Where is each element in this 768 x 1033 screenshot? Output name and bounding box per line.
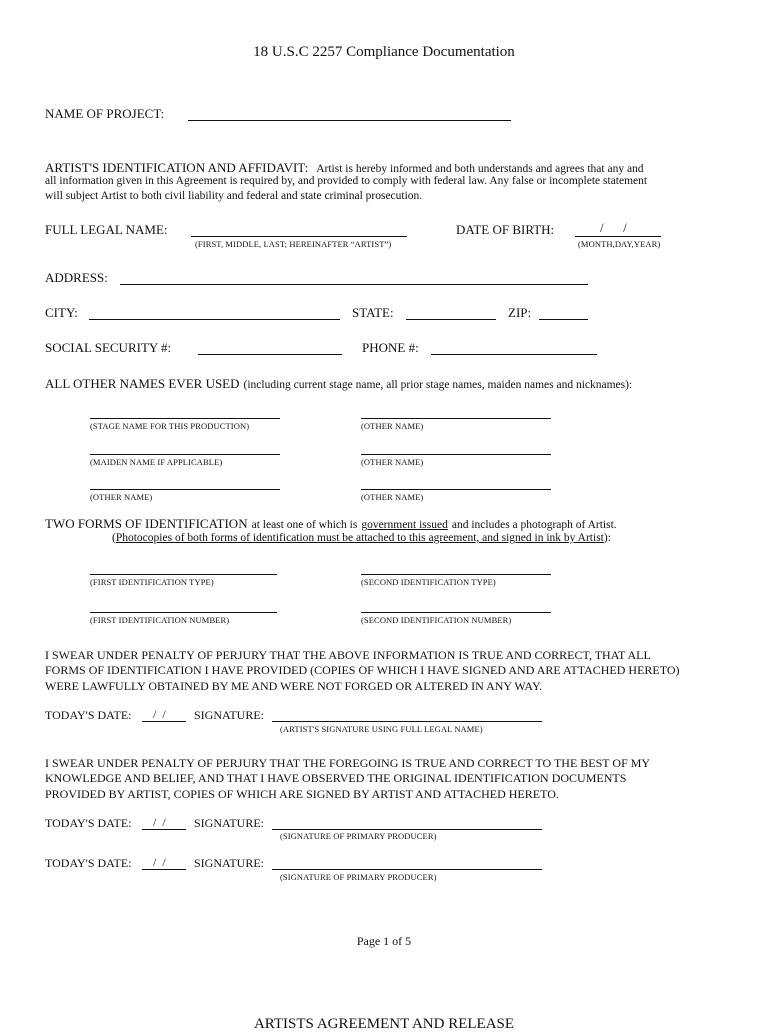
other-name-field-3[interactable] — [90, 489, 280, 490]
producer2-signature-label: SIGNATURE: — [194, 856, 265, 870]
identification-note2-open: ( — [112, 532, 116, 544]
second-id-number-field[interactable] — [361, 612, 551, 613]
producer1-signature-label: SIGNATURE: — [194, 816, 265, 830]
zip-field[interactable] — [539, 319, 588, 320]
other-name-caption-1: (OTHER NAME) — [361, 421, 424, 431]
state-field[interactable] — [406, 319, 496, 320]
first-id-type-caption: (FIRST IDENTIFICATION TYPE) — [90, 577, 214, 587]
artist-signature-field[interactable] — [272, 721, 542, 722]
stage-name-caption: (STAGE NAME FOR THIS PRODUCTION) — [90, 421, 250, 431]
identification-note2-text: Photocopies of both forms of identification must be attached to this agreement, and signed in ink by Artist — [115, 532, 604, 544]
first-id-number-caption: (FIRST IDENTIFICATION NUMBER) — [90, 615, 230, 625]
identification-note2-row — [112, 532, 611, 544]
city-field[interactable] — [89, 319, 340, 320]
other-name-field-1[interactable] — [361, 418, 551, 419]
oath1-line2: FORMS OF IDENTIFICATION I HAVE PROVIDED (COPIES OF WHICH I HAVE SIGNED AND ARE ATTACHED HERETO) — [45, 663, 680, 677]
full-legal-name-label: FULL LEGAL NAME: — [45, 222, 168, 237]
other-name-field-2[interactable] — [361, 454, 551, 455]
affidavit-heading: ARTIST'S IDENTIFICATION AND AFFIDAVIT: — [45, 160, 309, 175]
city-label: CITY: — [45, 305, 78, 320]
project-label: NAME OF PROJECT: — [45, 106, 165, 121]
ssn-label: SOCIAL SECURITY #: — [45, 340, 172, 355]
other-names-heading: ALL OTHER NAMES EVER USED — [45, 376, 240, 391]
producer1-date-label: TODAY'S DATE: — [45, 816, 132, 830]
second-id-number-caption: (SECOND IDENTIFICATION NUMBER) — [361, 615, 512, 625]
identification-note-c: and includes a photograph of Artist. — [451, 519, 617, 531]
first-id-number-field[interactable] — [90, 612, 277, 613]
artist-date-slashes: / / — [153, 707, 166, 721]
address-field[interactable] — [120, 284, 588, 285]
maiden-name-caption: (MAIDEN NAME IF APPLICABLE) — [90, 457, 223, 467]
second-id-type-caption: (SECOND IDENTIFICATION TYPE) — [361, 577, 496, 587]
zip-label: ZIP: — [508, 305, 532, 320]
oath1-line3: WERE LAWFULLY OBTAINED BY ME AND WERE NOT FORGED OR ALTERED IN ANY WAY. — [45, 679, 543, 693]
address-label: ADDRESS: — [45, 270, 108, 285]
next-page-title: ARTISTS AGREEMENT AND RELEASE — [253, 1016, 515, 1032]
affidavit-text-3: will subject Artist to both civil liability and federal and state criminal prosecution. — [45, 190, 423, 202]
other-name-caption-3: (OTHER NAME) — [90, 492, 153, 502]
oath1-line1: I SWEAR UNDER PENALTY OF PERJURY THAT THE ABOVE INFORMATION IS TRUE AND CORRECT, THAT ALL — [45, 648, 651, 662]
other-name-caption-4: (OTHER NAME) — [361, 492, 424, 502]
artist-date-label: TODAY'S DATE: — [45, 708, 132, 722]
other-name-caption-2: (OTHER NAME) — [361, 457, 424, 467]
oath2-line1: I SWEAR UNDER PENALTY OF PERJURY THAT THE FOREGOING IS TRUE AND CORRECT TO THE BEST OF MY — [45, 756, 651, 770]
other-names-heading-row — [45, 375, 632, 393]
other-names-note: (including current stage name, all prior stage names, maiden names and nicknames): — [243, 379, 633, 391]
producer2-signature-field[interactable] — [272, 869, 542, 870]
ssn-field[interactable] — [198, 354, 342, 355]
dob-slashes: / / — [600, 220, 627, 235]
identification-note-a: at least one of which is — [251, 519, 358, 531]
first-id-type-field[interactable] — [90, 574, 277, 575]
identification-heading: TWO FORMS OF IDENTIFICATION — [45, 516, 248, 531]
affidavit-text-1: Artist is hereby informed and both understands and agrees that any and — [316, 163, 644, 175]
dob-field[interactable] — [575, 236, 661, 237]
project-field[interactable] — [188, 120, 511, 121]
artist-signature-caption: (ARTIST'S SIGNATURE USING FULL LEGAL NAME) — [280, 724, 483, 734]
phone-field[interactable] — [431, 354, 597, 355]
producer1-signature-caption: (SIGNATURE OF PRIMARY PRODUCER) — [280, 831, 437, 841]
identification-note2-close: ): — [603, 532, 611, 544]
dob-label: DATE OF BIRTH: — [456, 222, 555, 237]
dob-caption: (MONTH,DAY,YEAR) — [578, 239, 661, 249]
producer1-date-slashes: / / — [153, 815, 166, 829]
second-id-type-field[interactable] — [361, 574, 551, 575]
document-title: 18 U.S.C 2257 Compliance Documentation — [253, 44, 515, 60]
other-name-field-4[interactable] — [361, 489, 551, 490]
page-number: Page 1 of 5 — [356, 934, 412, 948]
producer2-signature-caption: (SIGNATURE OF PRIMARY PRODUCER) — [280, 872, 437, 882]
producer2-date-label: TODAY'S DATE: — [45, 856, 132, 870]
phone-label: PHONE #: — [362, 340, 419, 355]
producer2-date-slashes: / / — [153, 855, 166, 869]
oath2-line3: PROVIDED BY ARTIST, COPIES OF WHICH ARE SIGNED BY ARTIST AND ATTACHED HERETO. — [45, 787, 559, 801]
identification-note-b: government issued — [361, 519, 448, 531]
full-legal-name-caption: (FIRST, MIDDLE, LAST; HEREINAFTER “ARTIST”) — [195, 239, 392, 249]
affidavit-text-2: all information given in this Agreement is required by, and provided to comply with federal law. Any false or incomplete statement — [45, 175, 648, 187]
state-label: STATE: — [352, 305, 394, 320]
identification-heading-row — [45, 515, 617, 533]
artist-signature-label: SIGNATURE: — [194, 708, 265, 722]
oath2-line2: KNOWLEDGE AND BELIEF, AND THAT I HAVE OBSERVED THE ORIGINAL IDENTIFICATION DOCUMENTS — [45, 771, 627, 785]
stage-name-field[interactable] — [90, 418, 280, 419]
producer1-signature-field[interactable] — [272, 829, 542, 830]
maiden-name-field[interactable] — [90, 454, 280, 455]
full-legal-name-field[interactable] — [191, 236, 407, 237]
